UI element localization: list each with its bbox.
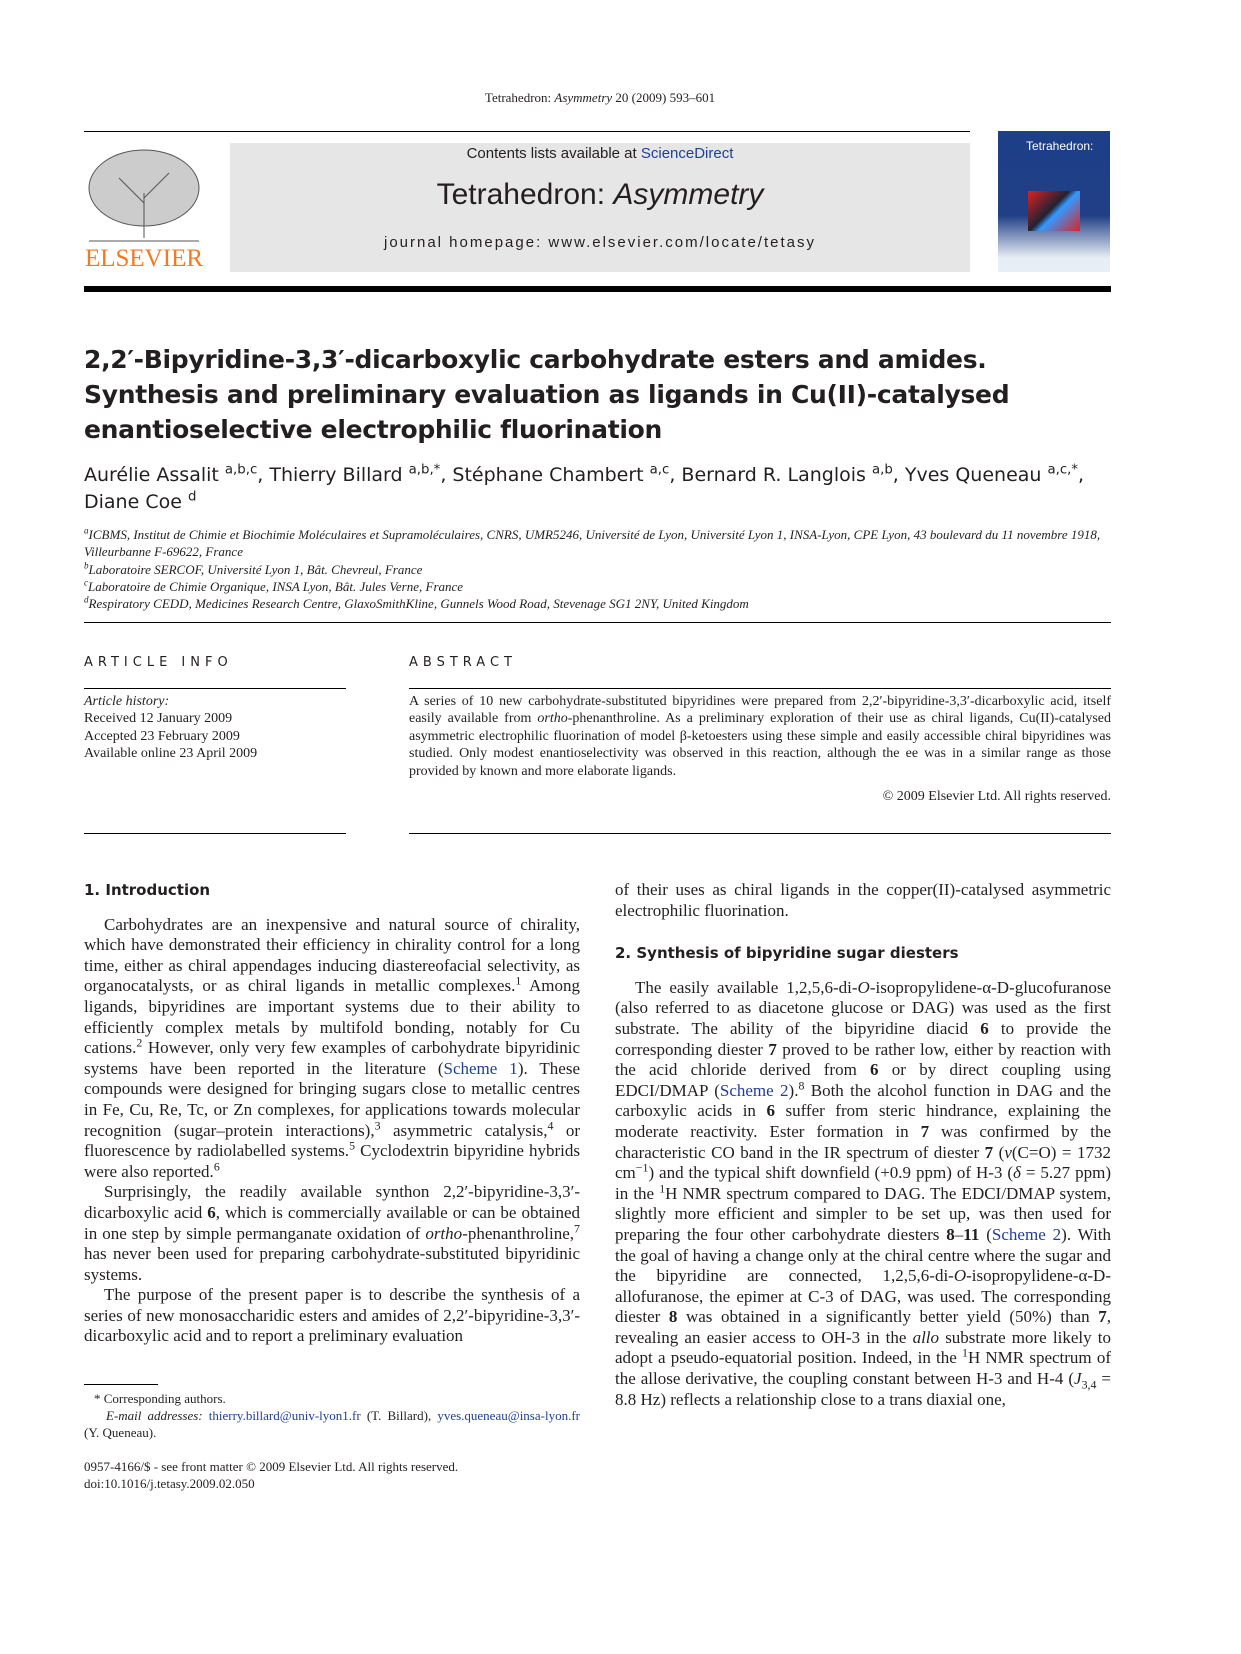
text-segment: 6 (207, 1202, 216, 1222)
text-segment: ( (979, 1224, 992, 1244)
text-segment: c (84, 577, 89, 588)
text-segment: Surprisingly, the readily available synthon 2,2′-bipyridine-3,3′-dicarboxylic acid (84, 1182, 580, 1222)
text-segment: O (953, 1266, 967, 1286)
text-segment: to provide the corresponding diester (615, 1018, 1111, 1059)
cover-title: Tetrahedron: (1026, 139, 1094, 153)
text-segment: , Stéphane Chambert (440, 464, 650, 486)
text-segment: ICBMS, Institut de Chimie et Biochimie Moléculaires et Supramoléculaires, CNRS, UMR5246, Université de Lyon, Université Lyon 1, INSA-Lyon, CPE Lyon, 43 boulevard du 11 novembre 1918, Villeurbanne F-69622, France (84, 527, 1101, 560)
issn-line: 0957-4166/$ - see front matter © 2009 Elsevier Ltd. All rights reserved. (84, 1459, 459, 1474)
article-info-heading: ARTICLE INFO (84, 655, 233, 670)
text-segment: Respiratory CEDD, Medicines Research Centre, GlaxoSmithKline, Gunnels Wood Road, Stevenage SG1 2NY, United Kingdom (88, 596, 749, 612)
text-segment: Aurélie Assalit (84, 464, 225, 486)
footnote-rule (84, 1384, 158, 1385)
text-segment: allo (912, 1327, 940, 1347)
footnote (84, 1390, 580, 1441)
journal-banner (230, 143, 970, 272)
article-info (84, 654, 346, 763)
text-segment: a,b,* (408, 462, 441, 478)
text-segment: 7 (768, 1039, 777, 1059)
accepted-date: Accepted 23 February 2009 (84, 728, 240, 744)
paragraph: The purpose of the present paper is to describe the synthesis of a series of new monosaccharidic esters and amides of 2,2′-bipyridine-3,3′-dicarboxylic acid and to report a preliminary evaluation (84, 1285, 580, 1346)
text-segment: b (84, 560, 89, 571)
paragraph (615, 978, 1111, 1410)
text-segment: However, only very few examples of carbohydrate bipyridinic systems have been reported in the literature ( (84, 1038, 580, 1078)
article-title: 2,2′-Bipyridine-3,3′-dicarboxylic carbohydrate esters and amides. Synthesis and preliminary evaluation as ligands in Cu(II)-catalysed enantioselective electrophilic fluorination (84, 345, 1010, 444)
author-list (84, 462, 1114, 516)
text-segment: – (954, 1224, 964, 1244)
text-segment: or by direct coupling using EDCI/DMAP ( (615, 1060, 1111, 1100)
journal-name-italic: Asymmetry (613, 178, 764, 211)
journal-name-main: Tetrahedron: (436, 178, 614, 211)
received-date: Received 12 January 2009 (84, 711, 233, 726)
online-date: Available online 23 April 2009 (84, 746, 258, 761)
journal-cover (998, 131, 1110, 272)
text-segment: asymmetric catalysis, (380, 1120, 548, 1140)
text-segment: −1 (635, 1160, 649, 1175)
sciencedirect-link[interactable]: ScienceDirect (640, 145, 734, 162)
text-segment: , revealing an easier access to OH-3 in the (615, 1307, 1111, 1347)
text-segment: -isopropylidene-α-D-allofuranose, the epimer at C-3 of DAG, was used. The corresponding diester (615, 1266, 1111, 1327)
running-head-pre: Tetrahedron: (484, 90, 555, 105)
email-link-billard[interactable]: thierry.billard@univ-lyon1.fr (208, 1408, 361, 1423)
text-segment: = 5.27 ppm) in the (615, 1163, 1111, 1203)
text-segment: Carbohydrates are an inexpensive and natural source of chirality, which have demonstrated their efficiency in chirality control for a long time, either as chiral appendages inducing diastereofacial selectivity, as organocatalysts, or as chiral ligands in metallic complexes. (84, 914, 580, 996)
paragraph (84, 595, 1114, 612)
text-segment: 4 (547, 1117, 554, 1132)
text-segment: -phenanthroline, (462, 1223, 575, 1243)
history-label: Article history: (84, 693, 170, 709)
text-segment: 6 (980, 1018, 989, 1038)
text-segment: δ (1013, 1163, 1021, 1183)
text-segment: -isopropylidene-α-D-glucofuranose (also referred to as diacetone glucose or DAG) was used as the first substrate. The ability of the bipyridine diacid (615, 977, 1111, 1038)
text-segment: 6 (766, 1101, 775, 1121)
header-thick-rule (84, 286, 1111, 292)
scheme-link[interactable]: Scheme 2 (719, 1080, 789, 1100)
text-segment: d (187, 489, 197, 505)
text-segment: 11 (963, 1224, 980, 1244)
footnote-star: * (94, 1391, 101, 1406)
text-segment: Both the alcohol function in DAG and the carboxylic acids in (615, 1080, 1111, 1121)
text-segment: ). (788, 1080, 799, 1100)
email-label: E-mail addresses: (106, 1408, 209, 1423)
paragraph (84, 462, 1114, 516)
text-segment: 2 (136, 1035, 143, 1050)
text-segment: ν (1004, 1142, 1012, 1162)
doi-line: doi:10.1016/j.tetasy.2009.02.050 (84, 1476, 255, 1491)
text-segment: , Yves Queneau (892, 464, 1048, 486)
text-segment: 3,4 (1081, 1377, 1097, 1392)
paragraph (84, 1182, 580, 1285)
paragraph (409, 693, 1111, 781)
abstract-bottom-rule (409, 833, 1111, 834)
text-segment: O (857, 977, 870, 997)
text-segment: a,c (649, 462, 670, 478)
text-segment: , Diane Coe (84, 464, 1085, 513)
text-segment: (C=O) = 1732 cm (615, 1142, 1111, 1183)
journal-homepage-link[interactable]: journal homepage: www.elsevier.com/locate/tetasy (383, 234, 816, 251)
email-name-queneau: (Y. Queneau). (84, 1425, 157, 1440)
text-segment: 1 (659, 1181, 666, 1196)
running-head (0, 90, 1200, 106)
paragraph (84, 915, 580, 1183)
text-segment: was confirmed by the characteristic CO band in the IR spectrum of diester (615, 1121, 1111, 1162)
column-right (615, 880, 1111, 1410)
text-segment: ). These compounds were designed for bringing sugars close to metallic centres in Fe, Cu, Re, Tc, or Zn complexes, for applications towards molecular recognition (sugar–protein interactions), (84, 1058, 580, 1140)
text-segment: J (1074, 1369, 1082, 1389)
text-segment: -phenanthroline. As a preliminary exploration of their use as chiral ligands, Cu(II)-catalysed asymmetric electrophilic fluorination of model β-ketoesters using these simple and easily accessible chiral bipyridines was studied. Only modest enantioselectivity was observed in this reaction, although the ee was in a similar range as those provided by known and more elaborate ligands. (409, 711, 1111, 779)
abstract (409, 654, 1111, 806)
text-segment: , which is commercially available or can be obtained in one step by simple permanganate oxidation of (84, 1202, 581, 1243)
section-heading-introduction: 1. Introduction (84, 881, 211, 899)
column-left (84, 880, 580, 1347)
text-segment: 7 (920, 1121, 930, 1141)
text-segment: ). With the goal of having a change only at the chiral centre where the sugar and the bipyridine are connected, 1,2,5,6-di- (615, 1224, 1111, 1286)
email-link-queneau[interactable]: yves.queneau@insa-lyon.fr (437, 1408, 580, 1423)
text-segment: A series of 10 new carbohydrate-substituted bipyridines were prepared from 2,2′-bipyridine-3,3′-dicarboxylic acid, itself easily available from (409, 693, 1111, 726)
info-bottom-rule (84, 833, 346, 834)
article-history (84, 688, 346, 763)
text-segment: was obtained in a significantly better yield (50%) than (677, 1307, 1099, 1327)
journal-name (230, 178, 970, 212)
text-segment: has never been used for preparing carbohydrate-substituted bipyridinic systems. (84, 1244, 580, 1284)
text-segment: 8 (946, 1224, 955, 1244)
text-segment: 7 (984, 1142, 994, 1162)
text-segment: 8 (798, 1078, 805, 1093)
email-line (84, 1407, 580, 1441)
abstract-text (409, 688, 1111, 781)
synthesis-paragraphs (615, 978, 1111, 1410)
text-segment: , Bernard R. Langlois (669, 464, 872, 486)
text-segment: 1 (961, 1345, 968, 1360)
abstract-heading: ABSTRACT (409, 655, 517, 670)
text-segment: proved to be rather low, either by reaction with the acid chloride derived from (615, 1039, 1111, 1080)
corresponding-note (84, 1390, 580, 1407)
email-name-billard: (T. Billard), (360, 1408, 438, 1423)
text-segment: ortho (537, 711, 568, 726)
text-segment: 5 (349, 1138, 356, 1153)
paragraph (84, 578, 1114, 595)
text-segment: or fluorescence by radiolabelled systems. (84, 1120, 580, 1161)
text-segment: 1 (515, 973, 522, 988)
elsevier-logo (84, 143, 204, 273)
text-segment: = 8.8 Hz) reflects a relationship close to a trans diaxial one, (615, 1369, 1111, 1409)
cover-image (1028, 191, 1080, 231)
running-head-journal: Asymmetry (554, 90, 613, 105)
text-segment: 8 (668, 1307, 678, 1327)
text-segment: d (84, 594, 89, 605)
abstract-copyright: © 2009 Elsevier Ltd. All rights reserved. (882, 789, 1111, 804)
scheme-link[interactable]: Scheme 2 (991, 1224, 1062, 1244)
contents-line (230, 145, 970, 162)
paragraph (84, 561, 1114, 578)
text-segment: substrate more likely to adopt a pseudo-equatorial position. Indeed, in the (615, 1327, 1111, 1368)
introduction-paragraph-continued: of their uses as chiral ligands in the copper(II)-catalysed asymmetric electrophilic fluorination. (615, 880, 1111, 920)
text-segment: 7 (1098, 1307, 1107, 1327)
text-segment: H NMR spectrum compared to DAG. The EDCI/DMAP system, slightly more efficient and simpler to be set up, was then used for preparing the four other carbohydrate diesters (615, 1183, 1111, 1244)
text-segment: ) and the typical shift downfield (+0.9 ppm) of H-3 ( (648, 1163, 1013, 1183)
text-segment: , Thierry Billard (257, 464, 409, 486)
text-segment: 6 (870, 1060, 879, 1080)
text-segment: a,b (871, 462, 893, 478)
text-segment: a,b,c (224, 462, 258, 478)
scheme-link[interactable]: Scheme 1 (443, 1058, 518, 1078)
text-segment: Among ligands, bipyridines are important systems due to their ability to efficiently complex metals by multifold bonding, notably for Cu cations. (84, 976, 580, 1058)
paragraph (84, 526, 1114, 561)
section-heading-synthesis: 2. Synthesis of bipyridine sugar diesters (615, 944, 959, 963)
text-segment: Laboratoire de Chimie Organique, INSA Lyon, Bât. Jules Verne, France (88, 578, 464, 594)
text-segment: Laboratoire SERCOF, Université Lyon 1, Bât. Chevreul, France (88, 561, 423, 577)
text-segment: 6 (213, 1159, 220, 1174)
page-footer (84, 1458, 458, 1492)
text-segment: a (84, 525, 89, 536)
affiliations (84, 526, 1114, 612)
text-segment: a,c,* (1047, 462, 1079, 478)
text-segment: The easily available 1,2,5,6-di- (635, 977, 858, 997)
elsevier-wordmark: ELSEVIER (84, 245, 204, 272)
corresponding-label: Corresponding authors. (103, 1391, 226, 1406)
text-segment: H NMR spectrum of the allose derivative, the coupling constant between H-3 and H-4 ( (615, 1348, 1111, 1389)
text-segment: ( (993, 1142, 1005, 1162)
header-rule (84, 131, 970, 132)
divider (84, 622, 1111, 623)
tree-icon (84, 143, 204, 243)
text-segment: suffer from steric hindrance, explaining the moderate reactivity. Ester formation in (615, 1101, 1111, 1141)
text-segment: 7 (574, 1220, 580, 1235)
text-segment: ortho (425, 1223, 463, 1243)
introduction-paragraphs (84, 915, 580, 1347)
contents-text: Contents lists available at (466, 145, 641, 162)
running-head-volume: 20 (2009) 593–601 (612, 90, 716, 105)
text-segment: 3 (374, 1117, 381, 1132)
text-segment: Cyclodextrin bipyridine hybrids were also reported. (84, 1141, 580, 1181)
